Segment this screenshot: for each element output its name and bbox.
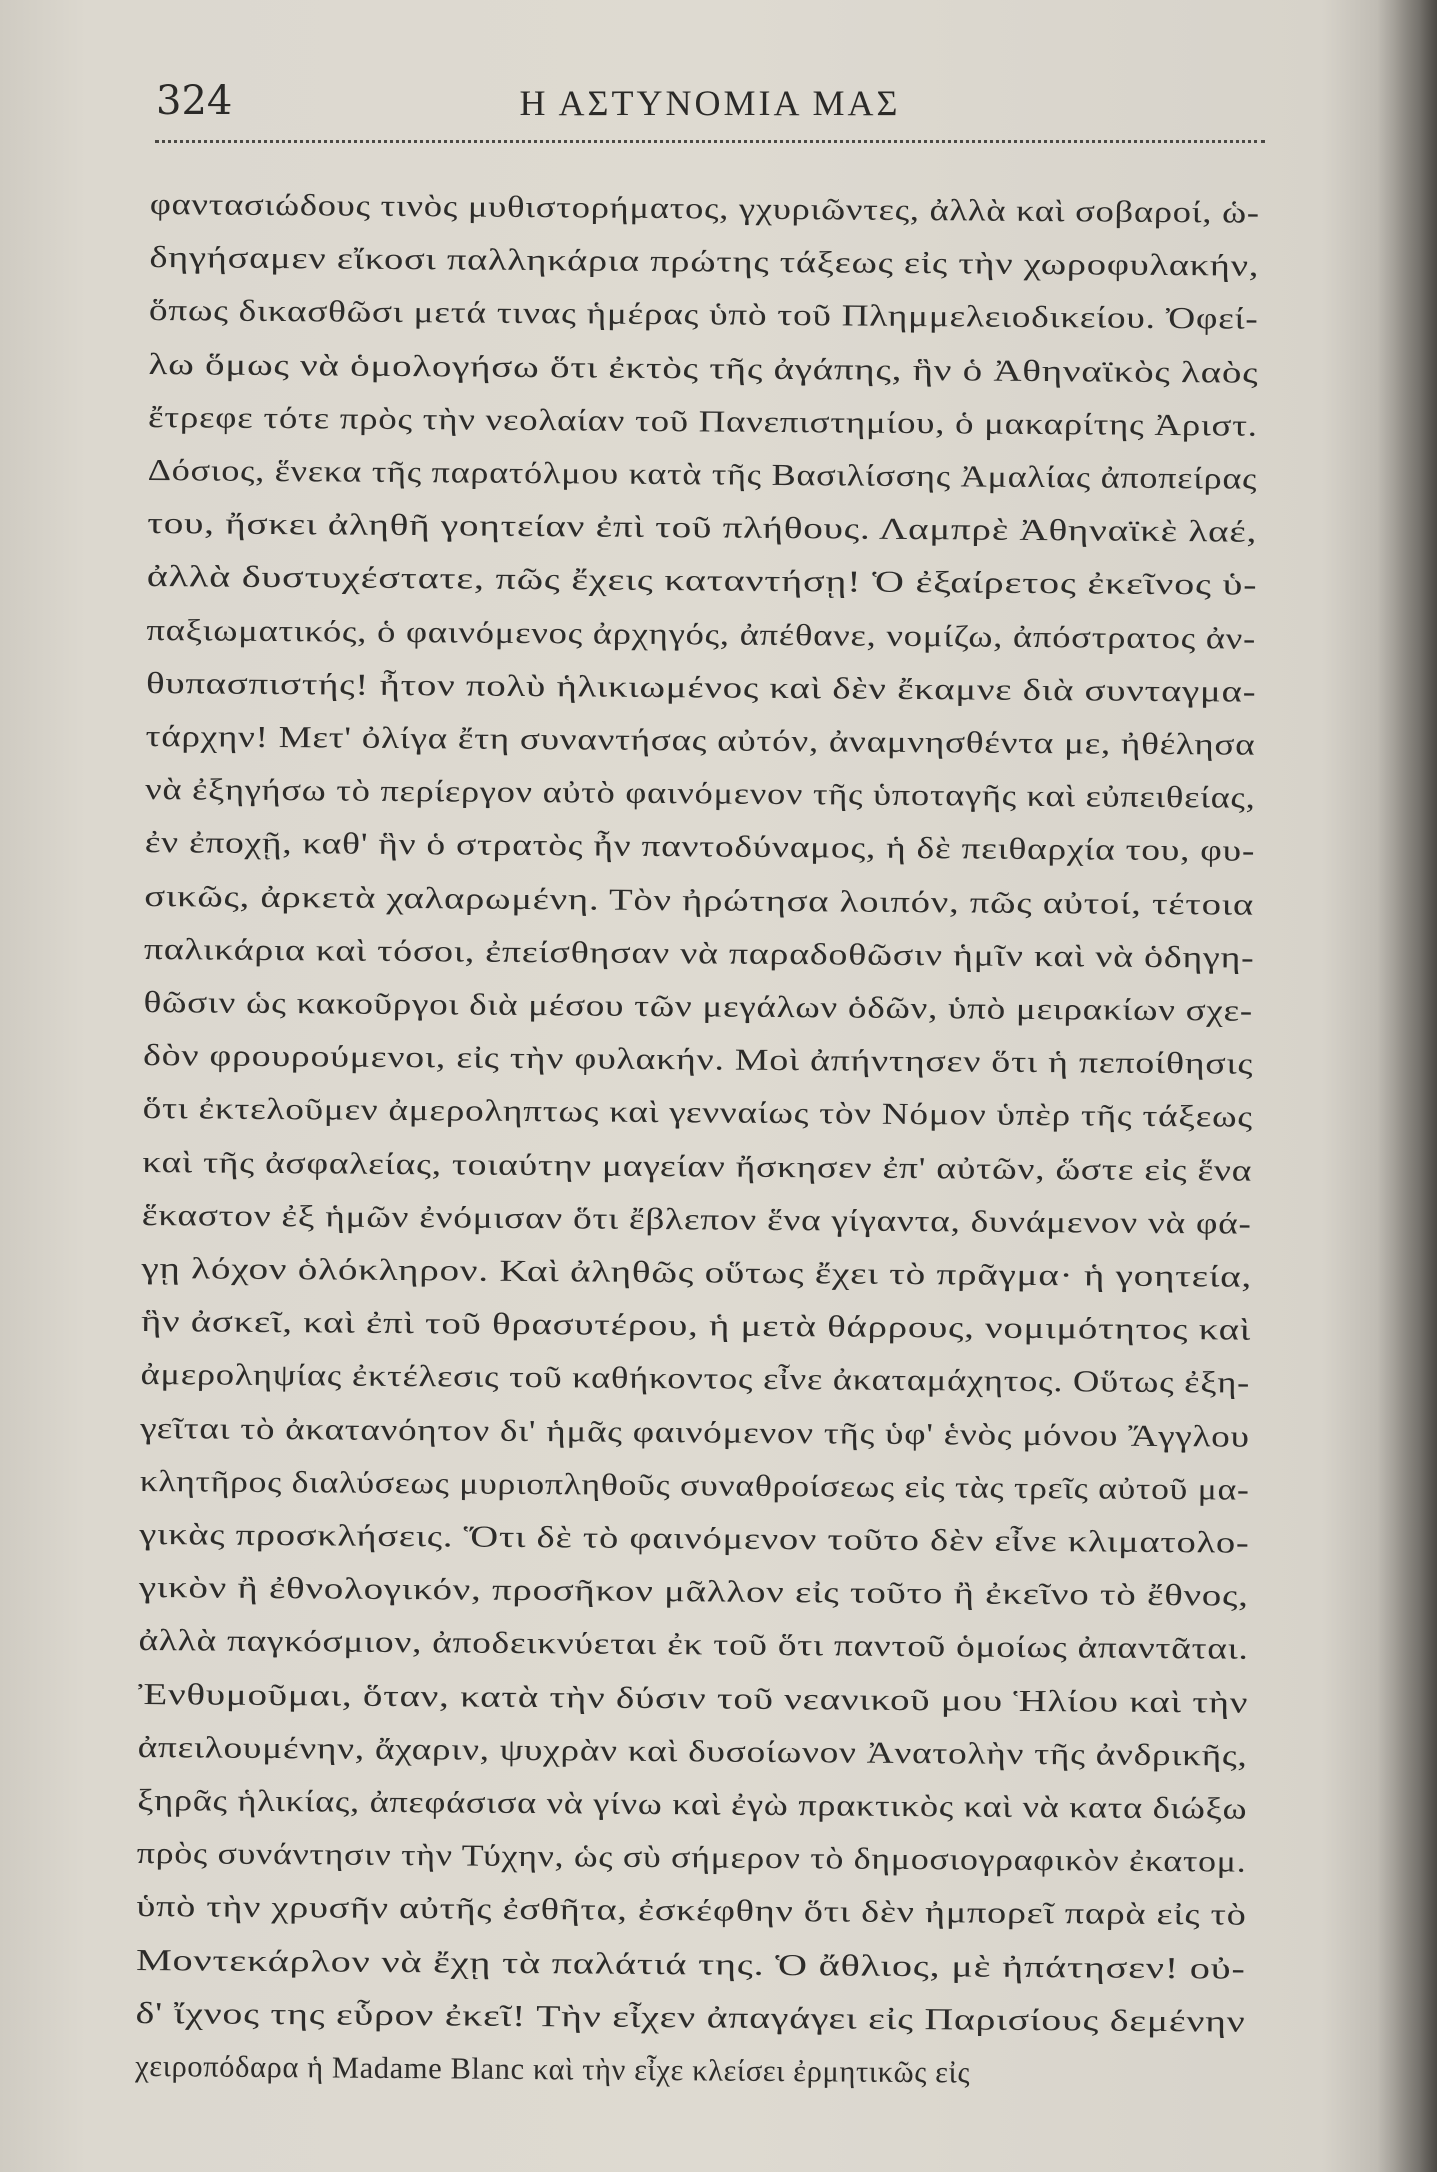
text-line: νὰ ἐξηγήσω τὸ περίεργον αὐτὸ φαινόμενον τῆς ὑποταγῆς καὶ εὐπειθείας, xyxy=(145,772,1256,815)
header-rule xyxy=(155,140,1265,143)
text-line: του, ἤσκει ἀληθῆ γοητείαν ἐπὶ τοῦ πλήθους. Λαμπρὲ Ἀθηναϊκὲ λαέ, xyxy=(147,506,1258,549)
text-line: χειροπόδαρα ἡ Madame Blanc καὶ τὴν εἶχε κλείσει ἐρμητικῶς εἰς xyxy=(135,2048,971,2090)
spine-shadow xyxy=(1377,0,1437,2172)
text-line: ἐν ἐποχῇ, καθ' ἣν ὁ στρατὸς ἦν παντοδύναμος, ἡ δὲ πειθαρχία του, φυ- xyxy=(144,825,1256,869)
text-line: ξηρᾶς ἡλικίας, ἀπεφάσισα νὰ γίνω καὶ ἐγὼ πρακτικὸς καὶ νὰ κατα διώξω xyxy=(137,1782,1248,1826)
page-header xyxy=(150,78,1270,138)
text-line: ἣν ἀσκεῖ, καὶ ἐπὶ τοῦ θρασυτέρου, ἡ μετὰ θάρρους, νομιμότητος καὶ xyxy=(140,1304,1252,1347)
text-line: γεῖται τὸ ἀκατανόητον δι' ἡμᾶς φαινόμενον τῆς ὑφ' ἑνὸς μόνου Ἄγγλου xyxy=(140,1410,1250,1454)
text-line: δὸν φρουρούμενοι, εἰς τὴν φυλακήν. Μοὶ ἀπήντησεν ὅτι ἡ πεποίθησις xyxy=(142,1038,1254,1081)
text-line: ὅπως δικασθῶσι μετά τινας ἡμέρας ὑπὸ τοῦ Πλημμελειοδικείου. Ὀφεί- xyxy=(148,293,1259,337)
text-line: Ἐνθυμοῦμαι, ὅταν, κατὰ τὴν δύσιν τοῦ νεανικοῦ μου Ἡλίου καὶ τὴν xyxy=(137,1676,1249,1720)
text-line: πρὸς συνάντησιν τὴν Τύχην, ὡς σὺ σήμερον τὸ δημοσιογραφικὸν ἐκατομ. xyxy=(136,1836,1247,1879)
body-text xyxy=(134,180,1300,2172)
text-line: Μοντεκάρλον νὰ ἔχῃ τὰ παλάτιά της. Ὁ ἄθλιος, μὲ ἠπάτησεν! οὐ- xyxy=(135,1942,1246,1986)
text-line: ὅτι ἐκτελοῦμεν ἀμεροληπτως καὶ γενναίως τὸν Νόμον ὑπὲρ τῆς τάξεως xyxy=(142,1091,1253,1135)
text-line: δ' ἴχνος της εὗρον ἐκεῖ! Τὴν εἶχεν ἀπαγάγει εἰς Παρισίους δεμένην xyxy=(135,1995,1246,2039)
text-line: ὑπὸ τὴν χρυσῆν αὐτῆς ἐσθῆτα, ἐσκέφθην ὅτι δὲν ἠμπορεῖ παρὰ εἰς τὸ xyxy=(136,1889,1247,1933)
text-line: λω ὅμως νὰ ὁμολογήσω ὅτι ἐκτὸς τῆς ἀγάπης, ἣν ὁ Ἀθηναϊκὸς λαὸς xyxy=(148,346,1259,390)
text-line: σικῶς, ἀρκετὰ χαλαρωμένη. Τὸν ἠρώτησα λοιπόν, πῶς αὐτοί, τέτοια xyxy=(144,878,1255,922)
text-line: παλικάρια καὶ τόσοι, ἐπείσθησαν νὰ παραδοθῶσιν ἡμῖν καὶ νὰ ὁδηγη- xyxy=(143,931,1255,975)
text-line: θῶσιν ὡς κακοῦργοι διὰ μέσου τῶν μεγάλων ὁδῶν, ὑπὸ μειρακίων σχε- xyxy=(143,984,1254,1028)
text-line: ἀλλὰ παγκόσμιον, ἀποδεικνύεται ἐκ τοῦ ὅτι παντοῦ ὁμοίως ἀπαντᾶται. xyxy=(138,1623,1249,1667)
text-line: κλητῆρος διαλύσεως μυριοπληθοῦς συναθροίσεως εἰς τὰς τρεῖς αὐτοῦ μα- xyxy=(139,1463,1250,1507)
text-line: Δόσιος, ἕνεκα τῆς παρατόλμου κατὰ τῆς Βασιλίσσης Ἀμαλίας ἀποπείρας xyxy=(147,452,1258,496)
text-line: γῃ λόχον ὁλόκληρον. Καὶ ἀληθῶς οὕτως ἔχει τὸ πρᾶγμα· ἡ γοητεία, xyxy=(141,1250,1253,1294)
text-line: θυπασπιστής! ἦτον πολὺ ἡλικιωμένος καὶ δὲν ἔκαμνε διὰ συνταγμα- xyxy=(145,665,1257,709)
running-title: Η ΑΣΤΥΝΟΜΙΑ ΜΑΣ xyxy=(519,83,901,123)
text-line: γικὰς προσκλήσεις. Ὅτι δὲ τὸ φαινόμενον τοῦτο δὲν εἶνε κλιματολο- xyxy=(139,1516,1250,1560)
text-line: ἀμεροληψίας ἐκτέλεσις τοῦ καθήκοντος εἶνε ἀκαταμάχητος. Οὕτως ἐξη- xyxy=(140,1357,1251,1401)
text-line: παξιωματικός, ὁ φαινόμενος ἀρχηγός, ἀπέθανε, νομίζω, ἀπόστρατος ἀν- xyxy=(146,612,1257,656)
text-line: καὶ τῆς ἀσφαλείας, τοιαύτην μαγείαν ἤσκησεν ἐπ' αὐτῶν, ὥστε εἰς ἕνα xyxy=(142,1144,1253,1188)
text-line: ἀλλὰ δυστυχέστατε, πῶς ἔχεις καταντήσῃ! Ὁ ἐξαίρετος ἐκεῖνος ὑ- xyxy=(146,559,1258,603)
page-number: 324 xyxy=(156,78,233,124)
text-line: ἀπειλουμένην, ἄχαριν, ψυχρὰν καὶ δυσοίωνον Ἀνατολὴν τῆς ἀνδρικῆς, xyxy=(137,1729,1248,1773)
text-line: γικὸν ἢ ἐθνολογικόν, προσῆκον μᾶλλον εἰς τοῦτο ἢ ἐκεῖνο τὸ ἔθνος, xyxy=(138,1570,1249,1613)
text-line: ἔτρεφε τότε πρὸς τὴν νεολαίαν τοῦ Πανεπιστημίου, ὁ μακαρίτης Ἀριστ. xyxy=(148,399,1258,443)
text-line: δηγήσαμεν εἴκοσι παλληκάρια πρώτης τάξεως εἰς τὴν χωροφυλακήν, xyxy=(149,240,1260,283)
text-line: ἕκαστον ἐξ ἡμῶν ἐνόμισαν ὅτι ἔβλεπον ἕνα γίγαντα, δυνάμενον νὰ φά- xyxy=(141,1197,1252,1241)
text-line: φαντασιώδους τινὸς μυθιστορήματος, γχυριῶντες, ἀλλὰ καὶ σοβαροί, ὡ- xyxy=(149,186,1260,230)
text-line: τάρχην! Μετ' ὀλίγα ἔτη συναντήσας αὐτόν, ἀναμνησθέντα με, ἠθέλησα xyxy=(145,718,1256,762)
